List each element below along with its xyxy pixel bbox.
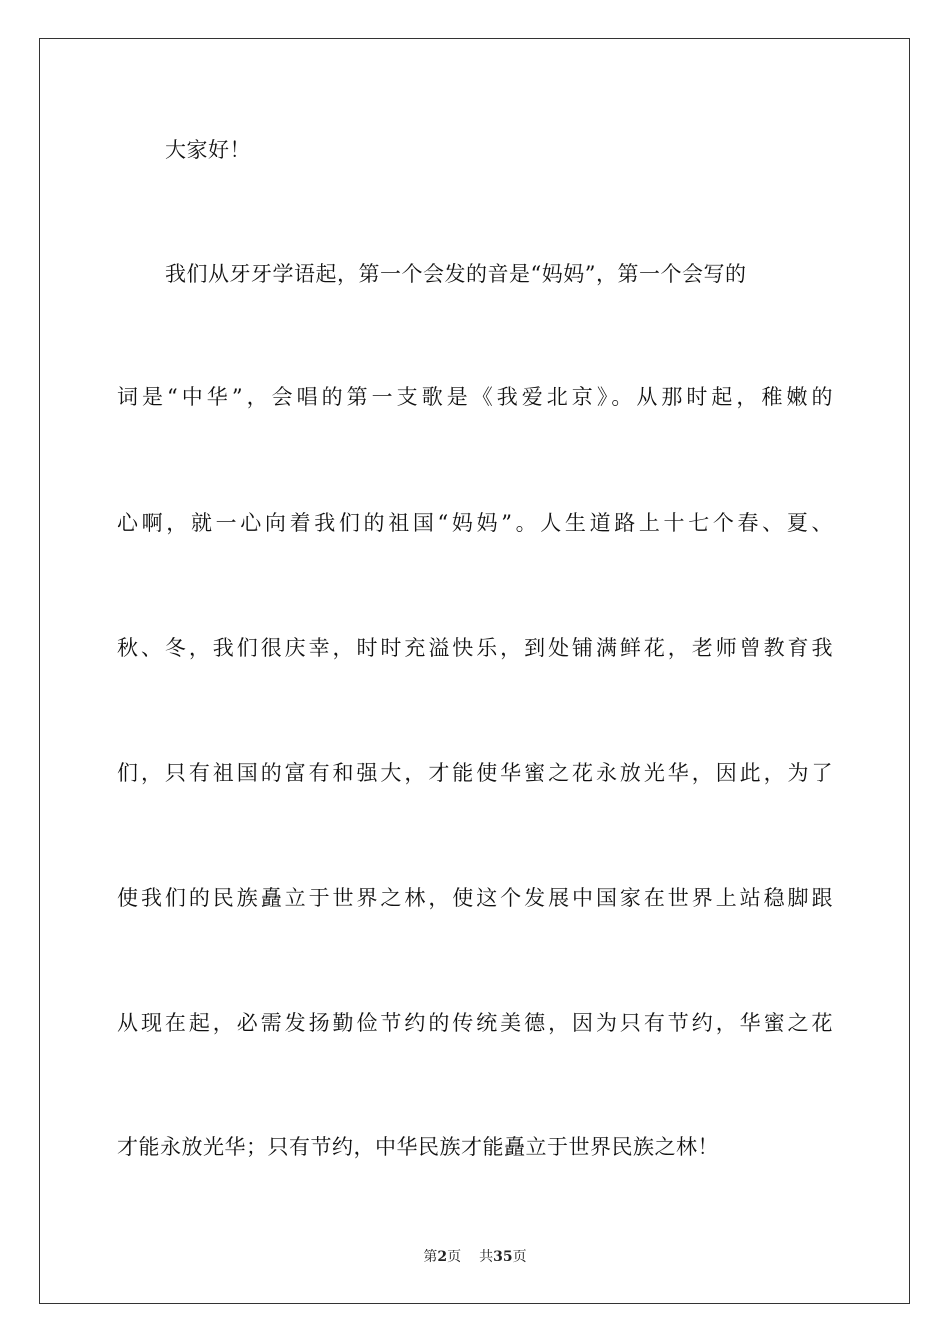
paragraph-line-6: 使我们的民族矗立于世界之林，使这个发展中国家在世界上站稳脚跟 [117, 886, 833, 910]
total-prefix: 共 [479, 1249, 494, 1265]
paragraph-line-7: 从现在起，必需发扬勤俭节约的传统美德，因为只有节约，华蜜之花 [117, 1011, 833, 1035]
paragraph-line-5: 们，只有祖国的富有和强大，才能使华蜜之花永放光华，因此，为了 [117, 761, 833, 785]
paragraph-line-8: 才能永放光华；只有节约，中华民族才能矗立于世界民族之林！ [117, 1135, 719, 1159]
page-footer [0, 1247, 950, 1267]
greeting-text: 大家好！ [165, 138, 251, 162]
paragraph-line-2: 词是“中华”，会唱的第一支歌是《我爱北京》。从那时起，稚嫩的 [117, 385, 833, 409]
total-pages: 35 [493, 1249, 513, 1265]
paragraph-line-3: 心啊，就一心向着我们的祖国“妈妈”。人生道路上十七个春、夏、 [117, 511, 833, 535]
page-suffix: 页 [447, 1249, 462, 1265]
paragraph-line-4: 秋、冬，我们很庆幸，时时充溢快乐，到处铺满鲜花，老师曾教育我 [117, 636, 833, 660]
page-border [39, 38, 910, 1304]
paragraph-line-1: 我们从牙牙学语起，第一个会发的音是“妈妈”，第一个会写的 [165, 262, 747, 286]
page-number: 2 [437, 1249, 448, 1265]
total-suffix: 页 [512, 1249, 527, 1265]
page-prefix: 第 [423, 1249, 438, 1265]
